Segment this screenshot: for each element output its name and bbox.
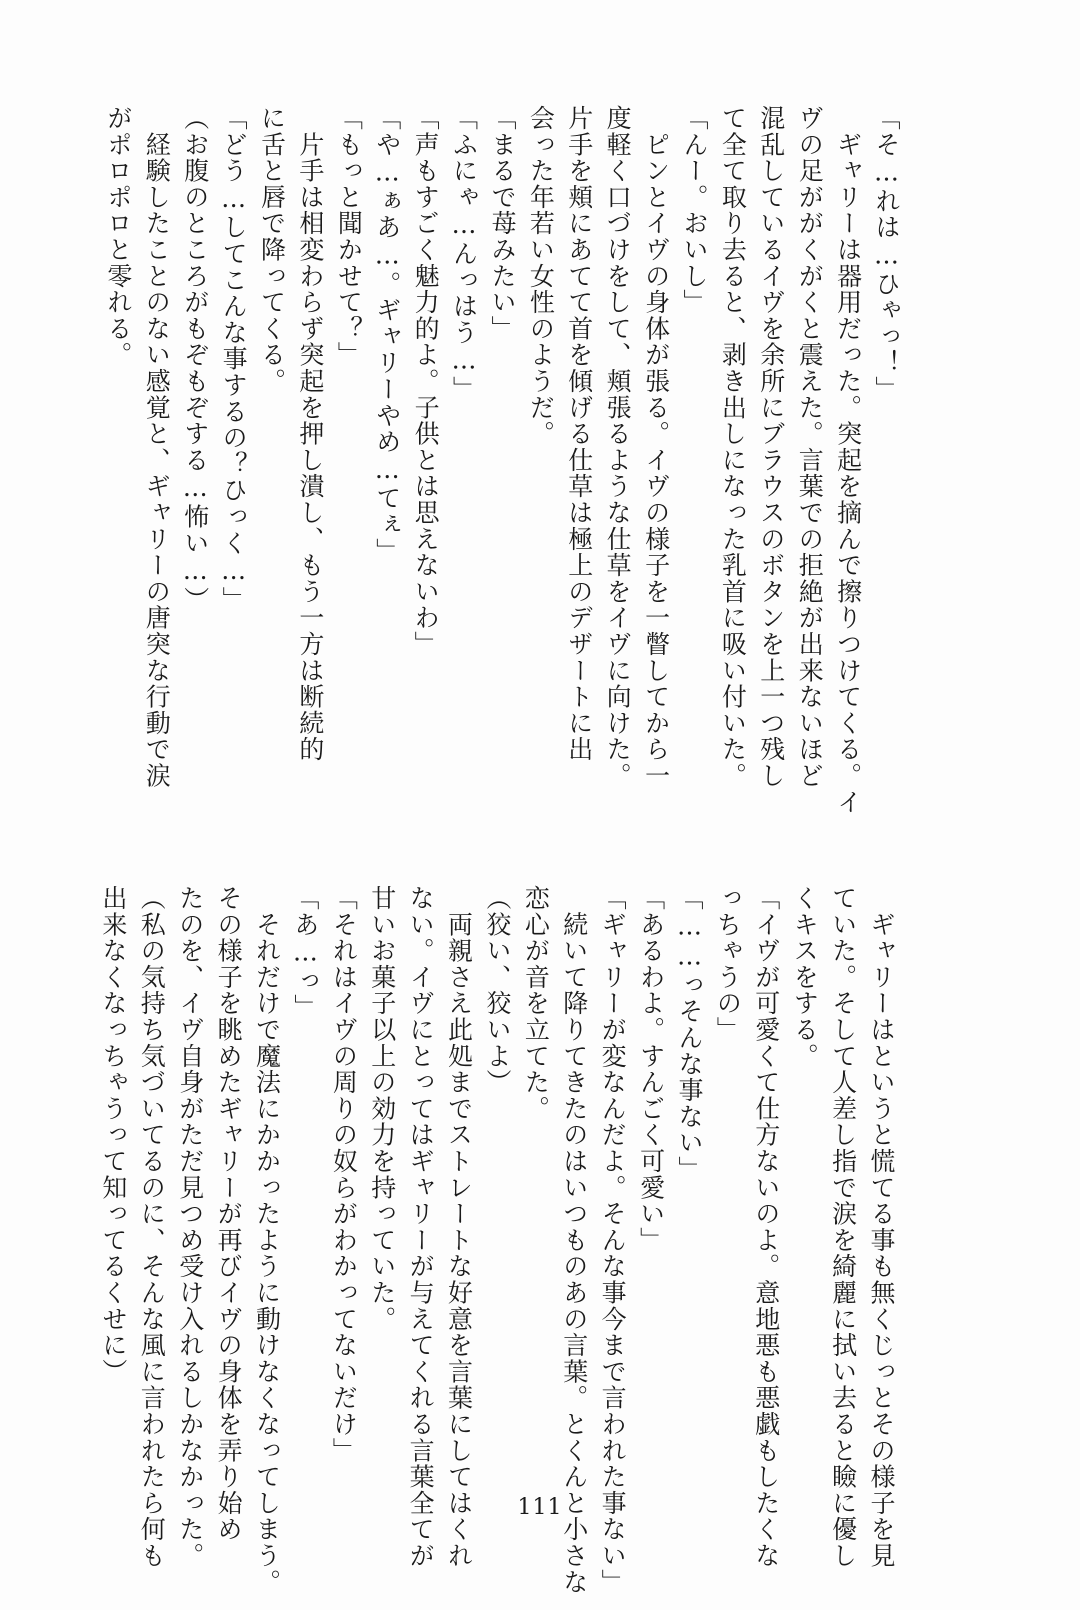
text-column: （私の気持ち気づいてるのに、そんな風に言われたら何も (137, 885, 167, 1569)
text-column: くキスをする。 (790, 885, 820, 1070)
text-column: 「あるわよ。すんごく可愛い」 (636, 885, 666, 1254)
text-column: 片手は相変わらず突起を押し潰し、もう一方は断続的 (295, 105, 325, 763)
text-column: がポロポロと零れる。 (103, 105, 133, 368)
text-column: て全て取り去ると、剥き出しになった乳首に吸い付いた。 (718, 105, 748, 789)
text-column: ヴの足ががくがくと震えた。言葉での拒絶が出来ないほど (795, 105, 825, 789)
text-column: 「声もすごく魅力的よ。子供とは思えないわ」 (411, 105, 441, 658)
text-column: 「それはイヴの周りの奴らがわかってないだけ」 (329, 885, 359, 1464)
text-column: 経験したことのない感覚と、ギャリーの唐突な行動で涙 (142, 105, 172, 789)
text-column: 「そ…れは…ひゃっ！」 (872, 105, 901, 403)
text-column: ていた。そして人差し指で涙を綺麗に拭い去ると瞼に優し (828, 885, 858, 1569)
text-column: 出来なくなっちゃうって知ってるくせに） (98, 885, 128, 1385)
text-column: ない。イヴにとってはギャリーが与えてくれる言葉全てが (406, 885, 436, 1569)
text-column: 「ギャリーが変なんだよ。そんな事今まで言われた事ない」 (598, 885, 628, 1596)
text-block-upper (98, 105, 905, 816)
text-column: 会った年若い女性のようだ。 (526, 105, 556, 447)
text-column: 「イヴが可愛くて仕方ないのよ。意地悪も悪戯もしたくな (751, 885, 781, 1569)
text-block-lower (93, 885, 900, 1596)
text-column: 「もっと聞かせて？」 (334, 105, 364, 368)
text-column: ギャリーはというと慌てる事も無くじっとその様子を見 (867, 885, 896, 1569)
text-column: っちゃうの」 (713, 885, 743, 1043)
text-column: ギャリーは器用だった。突起を摘んで擦りつけてくる。イ (833, 105, 863, 816)
text-column: 「……っそんな事ない」 (674, 885, 704, 1183)
text-column: 「あ…っ」 (290, 885, 320, 1021)
text-column: 恋心が音を立てた。 (521, 885, 551, 1122)
text-column: 「まるで苺みたい」 (487, 105, 517, 342)
text-column: 「や…ぁあ…。ギャリーやめ…てぇ」 (372, 105, 402, 565)
text-column: に舌と唇で降ってくる。 (257, 105, 287, 395)
text-column: 「どう…してこんな事するの？ひっく…」 (219, 105, 249, 613)
text-column: 甘いお菓子以上の効力を持っていた。 (367, 885, 397, 1333)
text-column: （お腹のところがもぞもぞする…怖い…） (180, 105, 210, 613)
text-column: 続いて降りてきたのはいつものあの言葉。とくんと小さな (559, 885, 589, 1596)
text-column: 度軽く口づけをして、頬張るような仕草をイヴに向けた。 (603, 105, 633, 789)
text-column: ピンとイヴの身体が張る。イヴの様子を一瞥してから一 (641, 105, 671, 789)
text-column: 両親さえ此処までストレートな好意を言葉にしてはくれ (444, 885, 474, 1569)
text-column: たのを、イヴ自身がただ見つめ受け入れるしかなかった。 (175, 885, 205, 1569)
text-column: （狡い、狡いよ） (482, 885, 512, 1096)
text-column: 「んー。おいし」 (679, 105, 709, 316)
text-column: 混乱しているイヴを余所にブラウスのボタンを上一つ残し (756, 105, 786, 789)
text-column: それだけで魔法にかかったように動けなくなってしまう。 (252, 885, 282, 1596)
text-column: 片手を頬にあてて首を傾げる仕草は極上のデザートに出 (564, 105, 594, 763)
page-number: 111 (517, 1495, 563, 1520)
text-column: 「ふにゃ…んっはう…」 (449, 105, 479, 403)
text-column: その様子を眺めたギャリーが再びイヴの身体を弄り始め (214, 885, 244, 1543)
